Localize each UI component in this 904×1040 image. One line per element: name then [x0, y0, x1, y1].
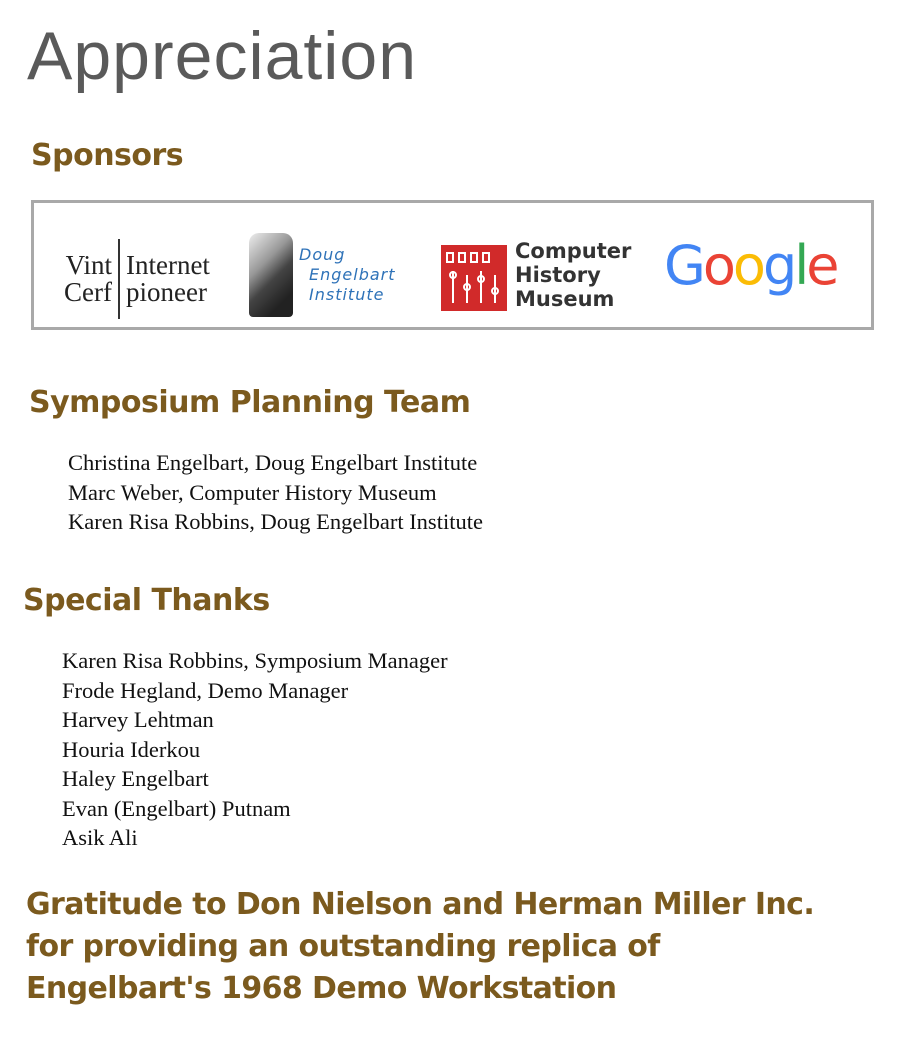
chm-circuit-icon: [441, 245, 507, 311]
chm-logo-text: Museum: [515, 287, 615, 311]
planning-team-heading: Symposium Planning Team: [29, 385, 471, 420]
list-item: Marc Weber, Computer History Museum: [68, 479, 437, 505]
google-logo-letter: e: [806, 234, 837, 297]
google-logo-letter: o: [702, 234, 733, 297]
gratitude-line: for providing an outstanding replica of: [26, 929, 660, 964]
list-item: Evan (Engelbart) Putnam: [62, 795, 291, 821]
page-title: Appreciation: [27, 18, 418, 94]
google-logo-letter: o: [732, 234, 763, 297]
sponsors-heading: Sponsors: [31, 138, 184, 173]
vint-cerf-logo-text: Vint: [65, 250, 112, 280]
google-logo-letter: G: [664, 234, 703, 297]
list-item: Karen Risa Robbins, Symposium Manager: [62, 648, 448, 673]
list-item: Christina Engelbart, Doug Engelbart Institute: [68, 450, 478, 475]
google-logo-letter: g: [762, 234, 795, 297]
engelbart-logo-text: Engelbart: [309, 265, 396, 284]
vint-cerf-logo-text: Cerf: [64, 277, 112, 307]
chm-logo-text: Computer: [515, 239, 632, 263]
list-item: Haley Engelbart: [62, 766, 209, 791]
special-thanks-list: [62, 646, 448, 853]
chm-logo-text: History: [515, 263, 601, 287]
engelbart-logo-text: Doug: [299, 245, 346, 264]
computer-history-museum-logo: [441, 239, 641, 313]
planning-team-list: [68, 448, 483, 537]
gratitude-line: Gratitude to Don Nielson and Herman Miller Inc.: [26, 887, 815, 922]
gratitude-statement: [26, 884, 814, 1010]
google-logo: [664, 231, 836, 301]
list-item: Frode Hegland, Demo Manager: [62, 677, 349, 703]
gratitude-line: Engelbart's 1968 Demo Workstation: [26, 971, 617, 1006]
list-item: Harvey Lehtman: [62, 707, 214, 732]
vint-cerf-logo-text: pioneer: [125, 277, 207, 307]
google-logo-letter: l: [794, 234, 807, 297]
doug-engelbart-institute-logo: [249, 233, 419, 317]
special-thanks-heading: Special Thanks: [23, 583, 270, 618]
vint-cerf-logo-text: Internet: [125, 250, 210, 280]
list-item: Karen Risa Robbins, Doug Engelbart Institute: [68, 509, 483, 534]
list-item: Asik Ali: [62, 825, 138, 850]
engelbart-portrait-icon: [249, 233, 293, 317]
list-item: Houria Iderkou: [62, 736, 201, 762]
sponsor-logos-box: [31, 200, 874, 330]
vint-cerf-logo: [64, 239, 210, 319]
engelbart-logo-text: Institute: [309, 285, 385, 304]
vint-cerf-logo-divider: [118, 239, 120, 319]
